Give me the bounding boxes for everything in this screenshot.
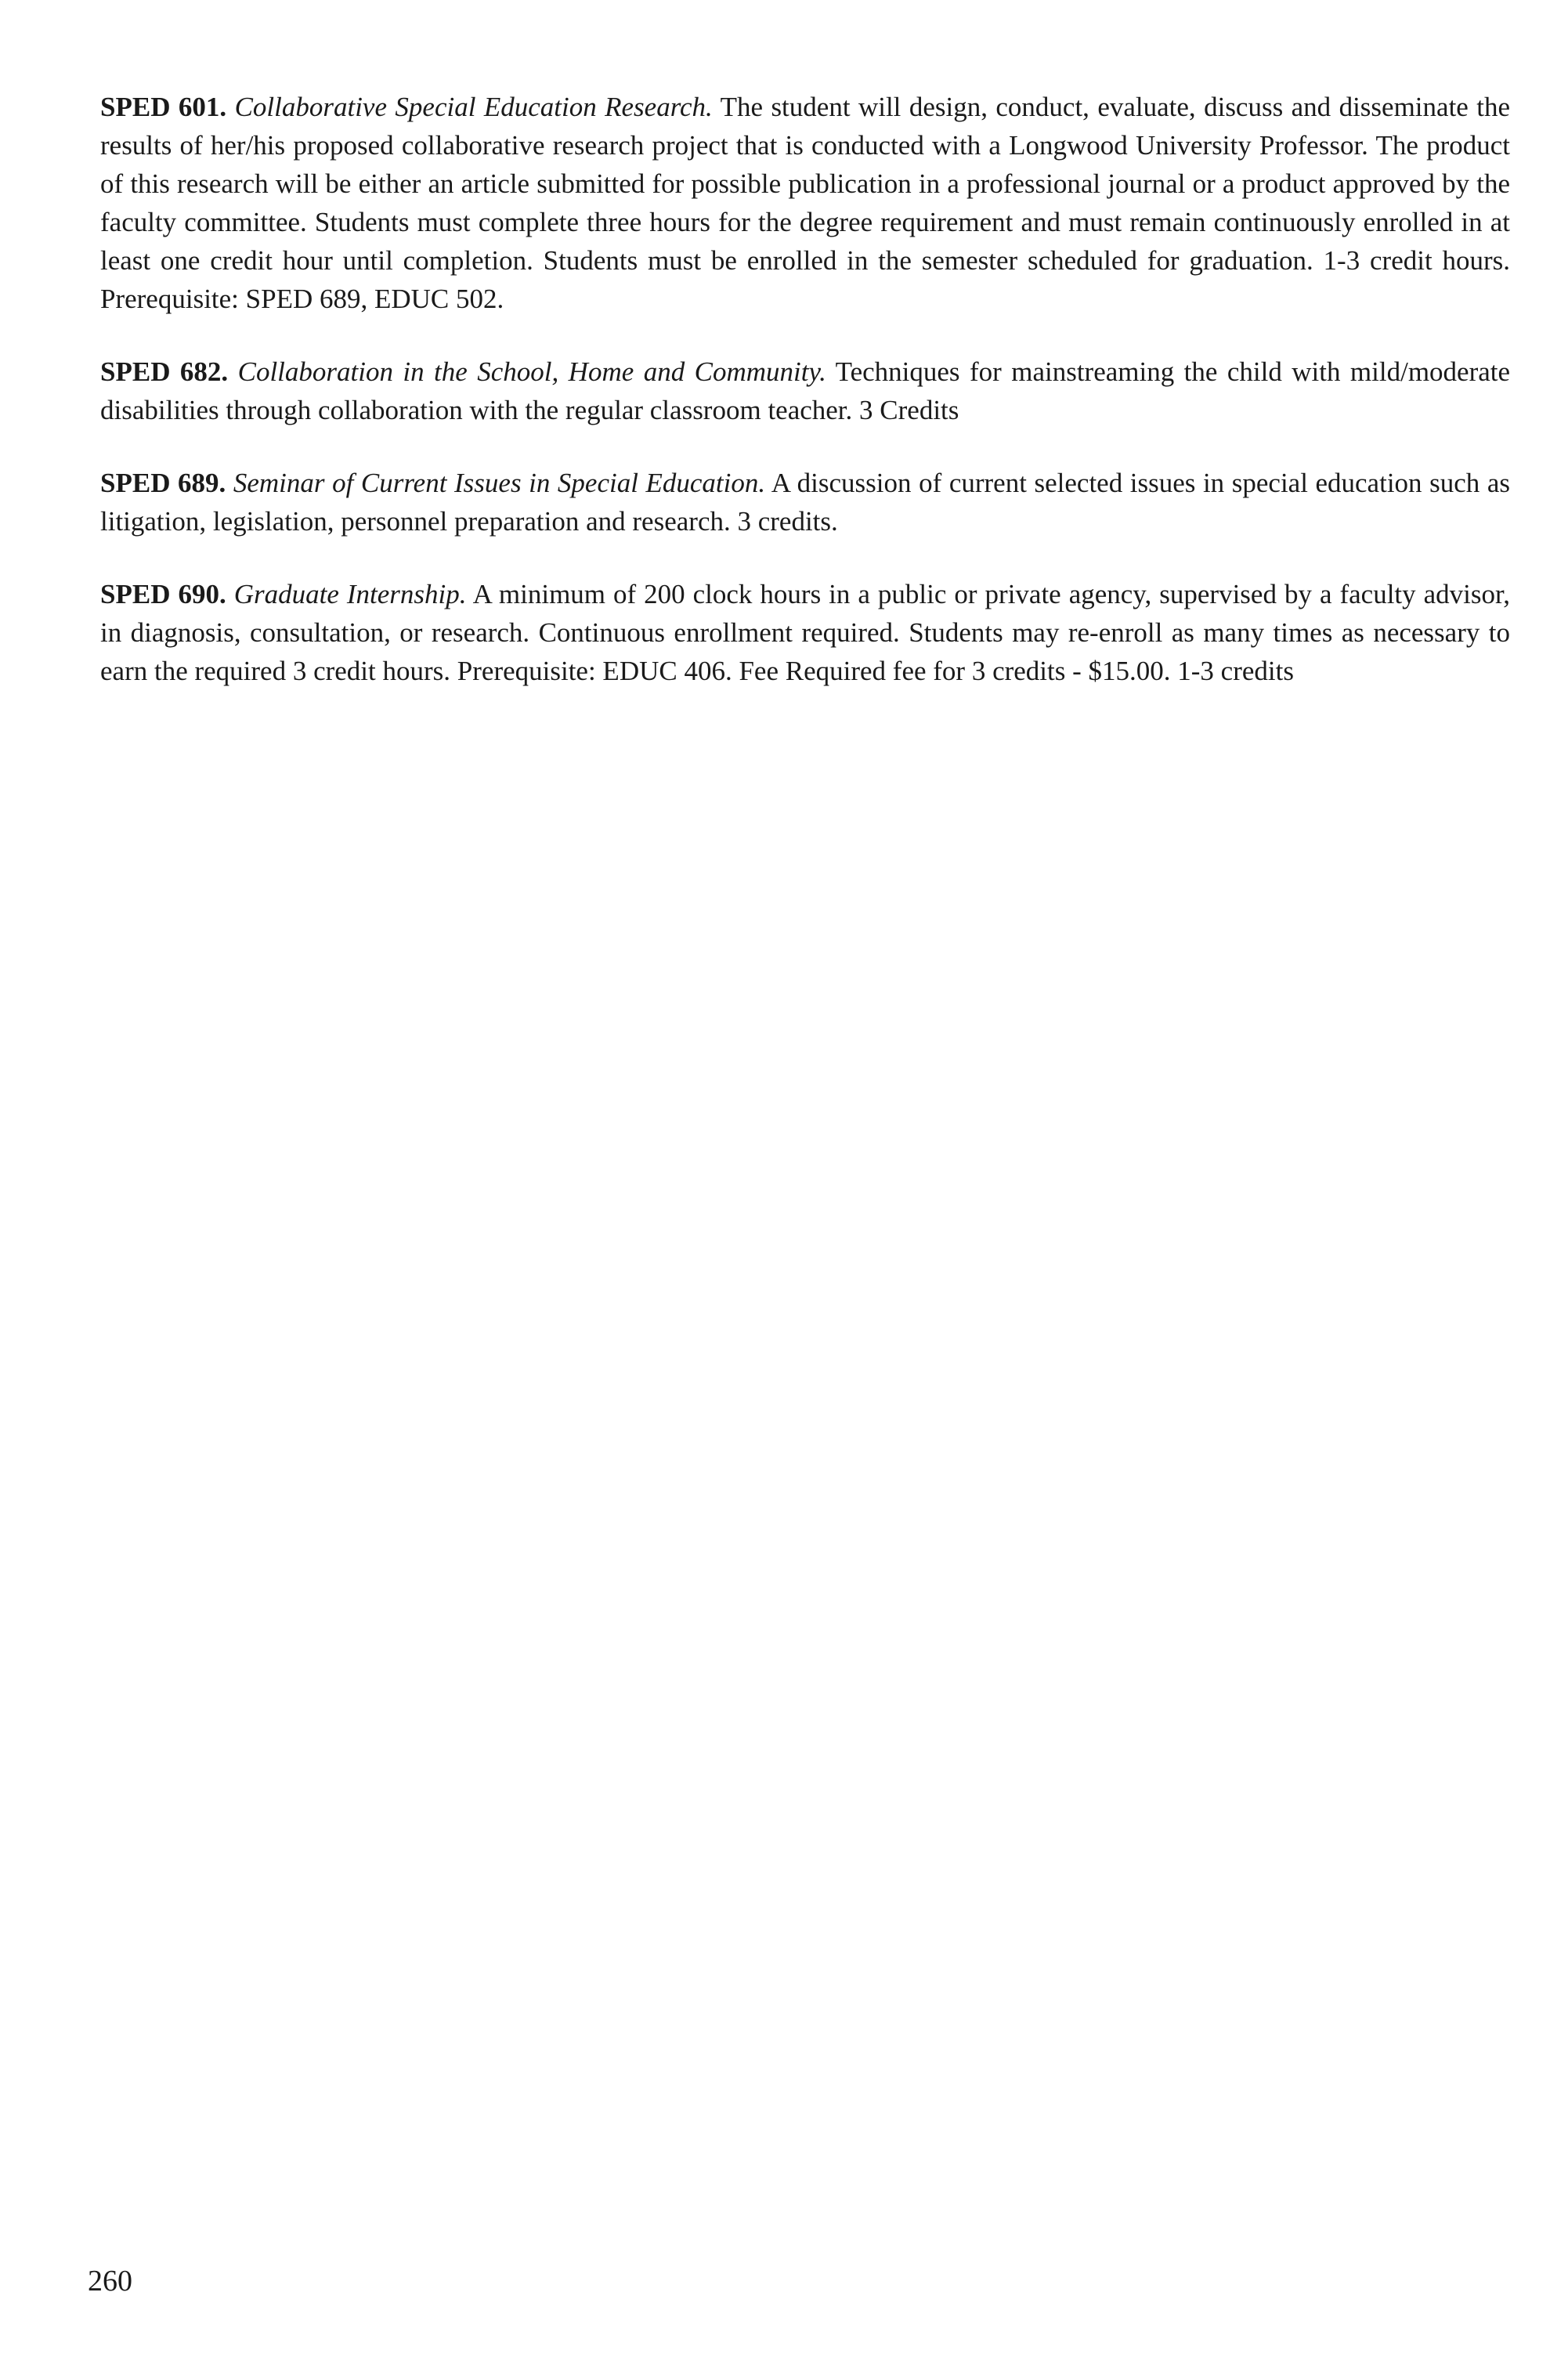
- course-title: Seminar of Current Issues in Special Education.: [233, 468, 766, 498]
- course-title: Collaborative Special Education Research.: [234, 92, 713, 122]
- course-title: Graduate Internship.: [233, 579, 467, 609]
- page-number: 260: [88, 2265, 132, 2298]
- course-entry-sped-682: [100, 353, 1510, 429]
- course-code: SPED 689.: [100, 468, 226, 498]
- course-description: A discussion of current selected issues in special education such as litigation, legislation, personnel preparation and research. 3 credits.: [100, 468, 1510, 537]
- course-entry-sped-690: [100, 575, 1510, 690]
- course-code: SPED 682.: [100, 356, 229, 387]
- course-description: A minimum of 200 clock hours in a public or private agency, supervised by a faculty advisor, in diagnosis, consultation, or research. Continuous enrollment required. Students may re-enroll as many times as necessary to earn the required 3 credit hours. Prerequisite: EDUC 406. Fee Required fee for 3 credits - $15.00. 1-3 credits: [100, 579, 1511, 686]
- course-code: SPED 690.: [100, 579, 226, 609]
- course-description: The student will design, conduct, evaluate, discuss and disseminate the results of her/his proposed collaborative research project that is conducted with a Longwood University Professor. The product of this research will be either an article submitted for possible publication in a professional journal or a product approved by the faculty committee. Students must complete three hours for the degree requirement and must remain continuously enrolled in at least one credit hour until completion. Students must be enrolled in the semester scheduled for graduation. 1-3 credit hours. Prerequisite: SPED 689, EDUC 502.: [100, 92, 1511, 314]
- course-listing: [100, 88, 1510, 725]
- course-entry-sped-601: [100, 88, 1510, 318]
- course-description: Techniques for mainstreaming the child with mild/moderate disabilities through collaboration with the regular classroom teacher. 3 Credits: [100, 356, 1511, 425]
- course-code: SPED 601.: [100, 92, 227, 122]
- course-title: Collaboration in the School, Home and Community.: [237, 356, 826, 387]
- course-entry-sped-689: [100, 464, 1510, 541]
